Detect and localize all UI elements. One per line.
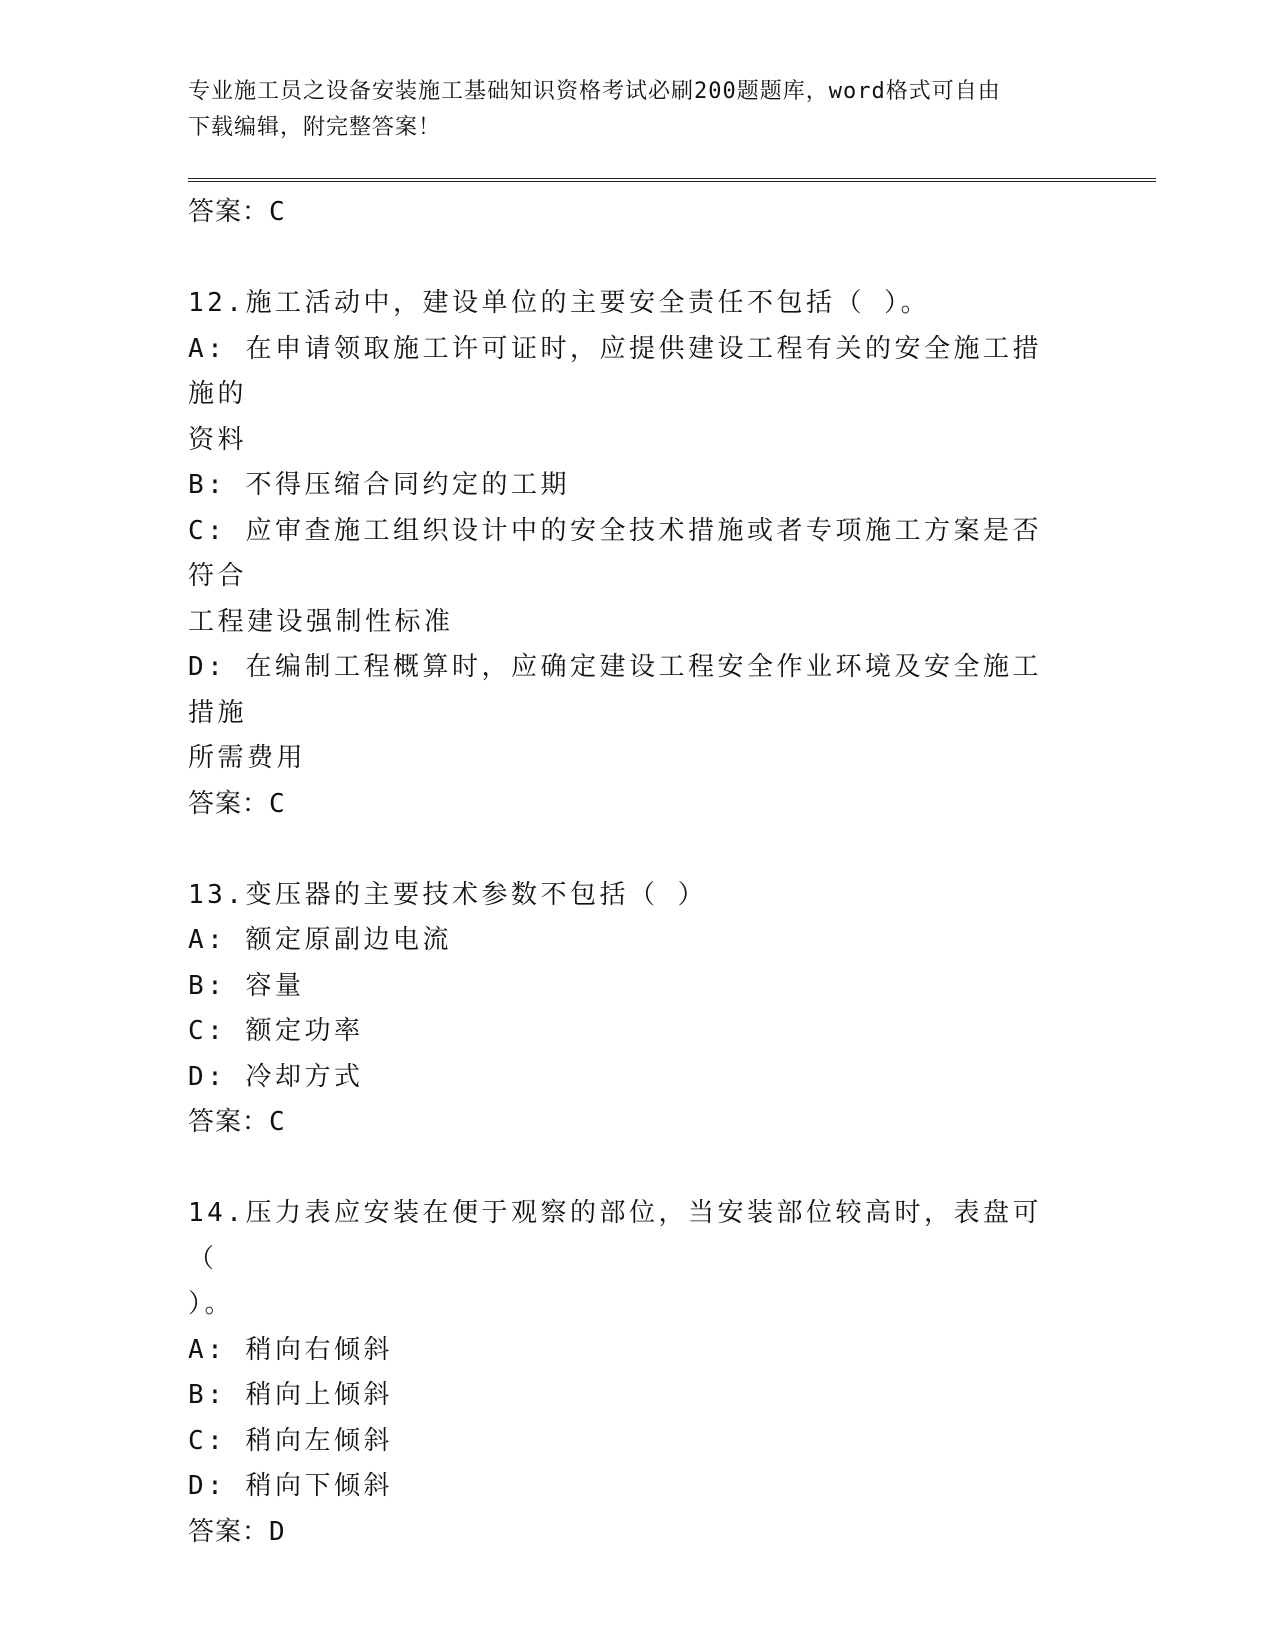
question-stem: 14.压力表应安装在便于观察的部位，当安装部位较高时，表盘可（ [188, 1198, 1042, 1274]
option-d: D: 冷却方式 [188, 1061, 364, 1092]
option-b: B: 稍向上倾斜 [188, 1380, 393, 1410]
option-a: A: 稍向右倾斜 [188, 1334, 393, 1365]
question-stem: 13.变压器的主要技术参数不包括（ ） [188, 879, 708, 910]
option-c: C: 额定功率 [188, 1016, 364, 1046]
spacer [188, 236, 1068, 282]
header-divider [188, 178, 1156, 182]
question-stem-cont: ）。 [188, 1289, 235, 1319]
header-line-1: 专业施工员之设备安装施工基础知识资格考试必刷200题题库，word格式可自由 [188, 79, 1001, 104]
option-d-cont: 所需费用 [188, 743, 307, 773]
option-c-cont: 工程建设强制性标准 [188, 606, 454, 637]
answer: 答案：D [188, 1516, 286, 1547]
option-a: A: 额定原副边电流 [188, 925, 452, 955]
answer: 答案：C [188, 1107, 286, 1137]
option-c: C: 应审查施工组织设计中的安全技术措施或者专项施工方案是否符合 [188, 515, 1042, 591]
question-stem: 12.施工活动中，建设单位的主要安全责任不包括（ ）。 [188, 288, 931, 318]
answer: 答案：C [188, 788, 286, 819]
spacer [188, 1146, 1068, 1192]
option-a: A: 在申请领取施工许可证时，应提供建设工程有关的安全施工措施的 [188, 333, 1042, 409]
header-line-2: 下载编辑，附完整答案！ [188, 115, 442, 140]
question-13 [188, 873, 1068, 1146]
option-a-cont: 资料 [188, 424, 248, 455]
document-header [188, 74, 1068, 146]
option-b: B: 不得压缩合同约定的工期 [188, 470, 570, 500]
option-b: B: 容量 [188, 970, 305, 1001]
previous-answer: 答案：C [188, 197, 286, 227]
document-body [188, 190, 1068, 1555]
option-d: D: 在编制工程概算时，应确定建设工程安全作业环境及安全施工措施 [188, 652, 1042, 728]
option-d: D: 稍向下倾斜 [188, 1471, 393, 1501]
option-c: C: 稍向左倾斜 [188, 1425, 393, 1456]
spacer [188, 827, 1068, 873]
question-12 [188, 281, 1068, 827]
question-14 [188, 1191, 1068, 1555]
